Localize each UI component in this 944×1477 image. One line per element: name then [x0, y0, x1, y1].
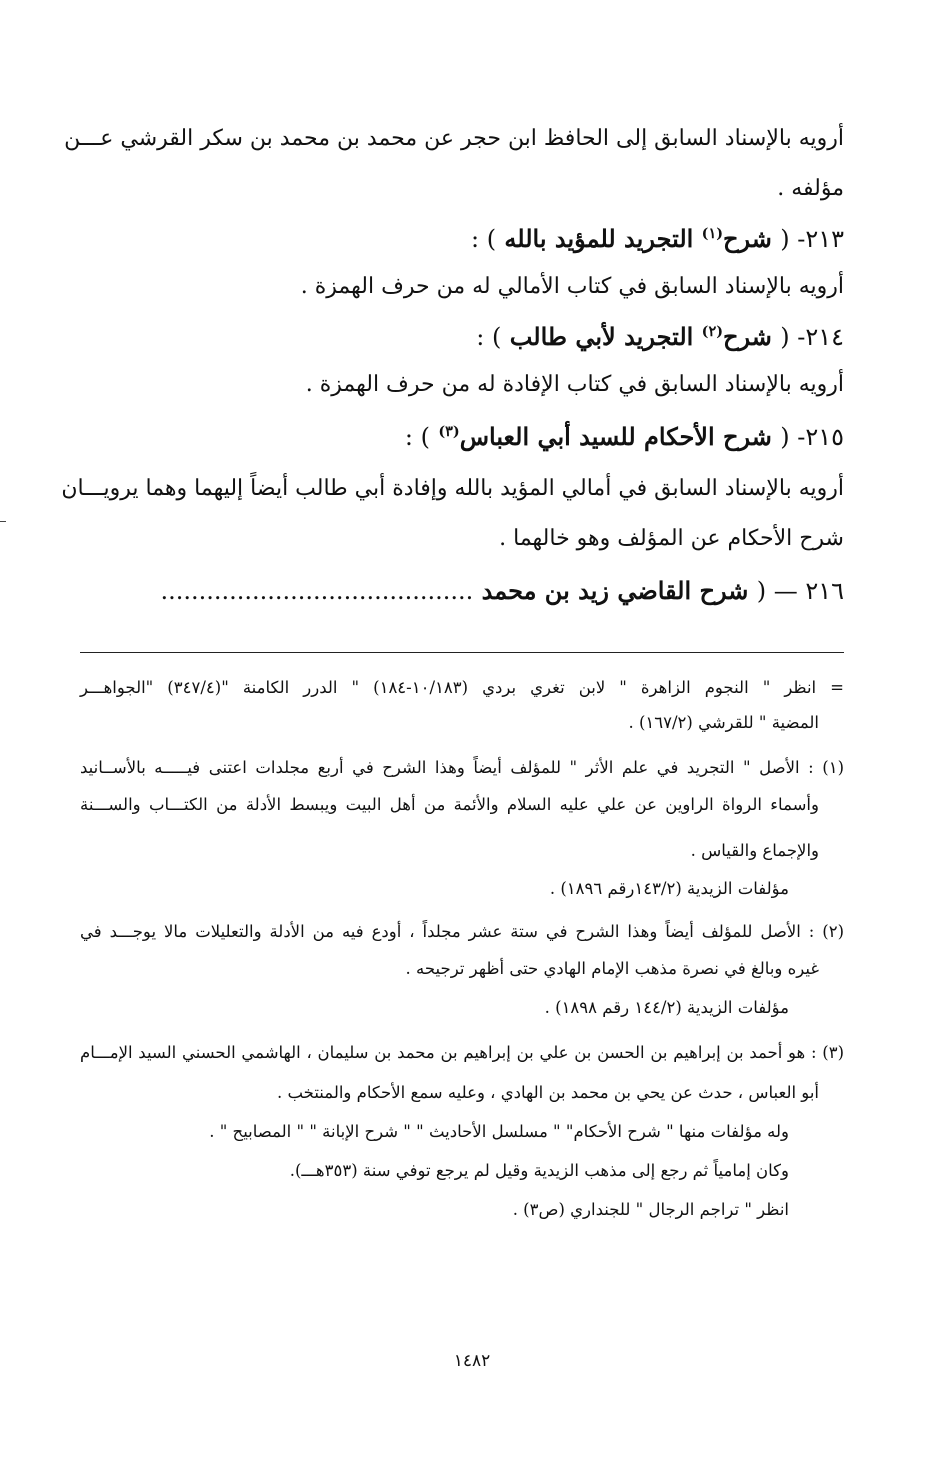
- body-line-4: أرويه بالإسناد السابق في كتاب الإفادة له من حرف الهمزة .: [305, 372, 844, 397]
- footnote-continued-line-2: المضية " للقرشي (١٦٧/٢) .: [628, 713, 819, 732]
- body-line-3: أرويه بالإسناد السابق في كتاب الأمالي له من حرف الهمزة .: [300, 274, 844, 299]
- footnote-1-line-1: (١) : الأصل " التجريد في علم الأثر " للمؤلف أيضاً وهذا الشرح في أربع مجلدات اعتنى فيـــــه بالأســانيد: [80, 758, 844, 777]
- footnote-separator: [80, 652, 844, 653]
- footnote-ref-3: (٣): [438, 423, 460, 440]
- entry-216-number: ٢١٦ — (: [756, 577, 844, 605]
- body-line-1: أرويه بالإسناد السابق إلى الحافظ ابن حجر عن محمد بن محمد بن سكر القرشي عـــن: [64, 126, 844, 151]
- footnote-continued-line-1: = انظر " النجوم الزاهرة " لابن تغري بردي (١٠/١٨٣-١٨٤) " الدرر الكامنة "(٣٤٧/٤) "الجواهـــر: [80, 678, 845, 697]
- entry-213-close: ) :: [470, 225, 497, 253]
- footnote-2-line-2: غيره وبالغ في نصرة مذهب الإمام الهادي حتى أظهر ترجيحه .: [405, 959, 819, 978]
- footnote-3-line-4: وكان إمامياً ثم رجع إلى مذهب الزيدية وقيل لم يرجع توفي سنة (٣٥٣هـــ).: [289, 1161, 789, 1180]
- body-line-6: شرح الأحكام عن المؤلف وهو خالهما .: [499, 526, 844, 551]
- footnote-ref-2: (٢): [701, 323, 724, 340]
- entry-216-dots: .........................................: [160, 577, 474, 605]
- entry-215-title: شرح الأحكام للسيد أبي العباس: [459, 422, 772, 451]
- footnote-2-line-3: مؤلفات الزيدية (١٤٤/٢ رقم ١٨٩٨) .: [544, 998, 789, 1017]
- footnote-1-line-4: مؤلفات الزيدية (١٤٣/٢رقم ١٨٩٦) .: [549, 879, 789, 898]
- entry-215-close: ) :: [404, 423, 430, 451]
- entry-214: [476, 322, 844, 351]
- page-number: ١٤٨٢: [453, 1351, 491, 1371]
- entry-213: [471, 224, 844, 253]
- entry-214-number: ٢١٤- (: [780, 323, 844, 351]
- footnote-ref-1: (١): [701, 225, 724, 242]
- entry-215: [405, 422, 844, 451]
- footnote-3-line-1: (٣) : هو أحمد بن إبراهيم بن الحسن بن علي بن إبراهيم بن محمد بن سليمان ، الهاشمي الحسني السيد الإمـــام: [80, 1043, 844, 1062]
- footnote-1-line-2: وأسماء الرواة الراوين عن علي عليه السلام والأئمة من أهل البيت ويبسط الأدلة من الكتـــاب والســـنة: [80, 795, 819, 814]
- footnote-3-line-3: وله مؤلفات منها " شرح الأحكام" " مسلسل الأحاديث " " شرح الإبانة " " المصابيح " .: [209, 1122, 789, 1141]
- body-line-5: أرويه بالإسناد السابق في أمالي المؤيد بالله وإفادة أبي طالب أيضاً إليهما وهما يرويـــان: [61, 476, 844, 501]
- entry-215-number: ٢١٥- (: [780, 423, 844, 451]
- entry-214-title-rest: التجريد لأبي طالب: [509, 322, 694, 351]
- entry-213-title: شرح: [723, 224, 772, 253]
- body-line-2: مؤلفه .: [777, 176, 844, 201]
- footnote-3-line-5: انظر " تراجم الرجال " للجنداري (ص٣) .: [512, 1200, 789, 1219]
- footnote-2-line-1: (٢) : الأصل للمؤلف أيضاً وهذا الشرح في ستة عشر مجلداً ، أودع فيه من الأدلة والتعليلات مالا يوجـــد في: [80, 922, 844, 941]
- entry-213-title-rest: التجريد للمؤيد بالله: [504, 224, 694, 253]
- entry-213-number: ٢١٣- (: [780, 225, 844, 253]
- entry-214-close: ) :: [476, 323, 502, 351]
- footnote-1-line-3: والإجماع والقياس .: [690, 841, 819, 860]
- footnote-3-line-2: أبو العباس ، حدث عن يحي بن محمد بن الهادي ، وعليه سمع الأحكام والمنتخب .: [276, 1083, 819, 1102]
- entry-216: [160, 576, 844, 605]
- margin-tick: [0, 521, 6, 522]
- entry-214-title: شرح: [723, 322, 772, 351]
- entry-216-title: شرح القاضي زيد بن محمد: [481, 576, 749, 605]
